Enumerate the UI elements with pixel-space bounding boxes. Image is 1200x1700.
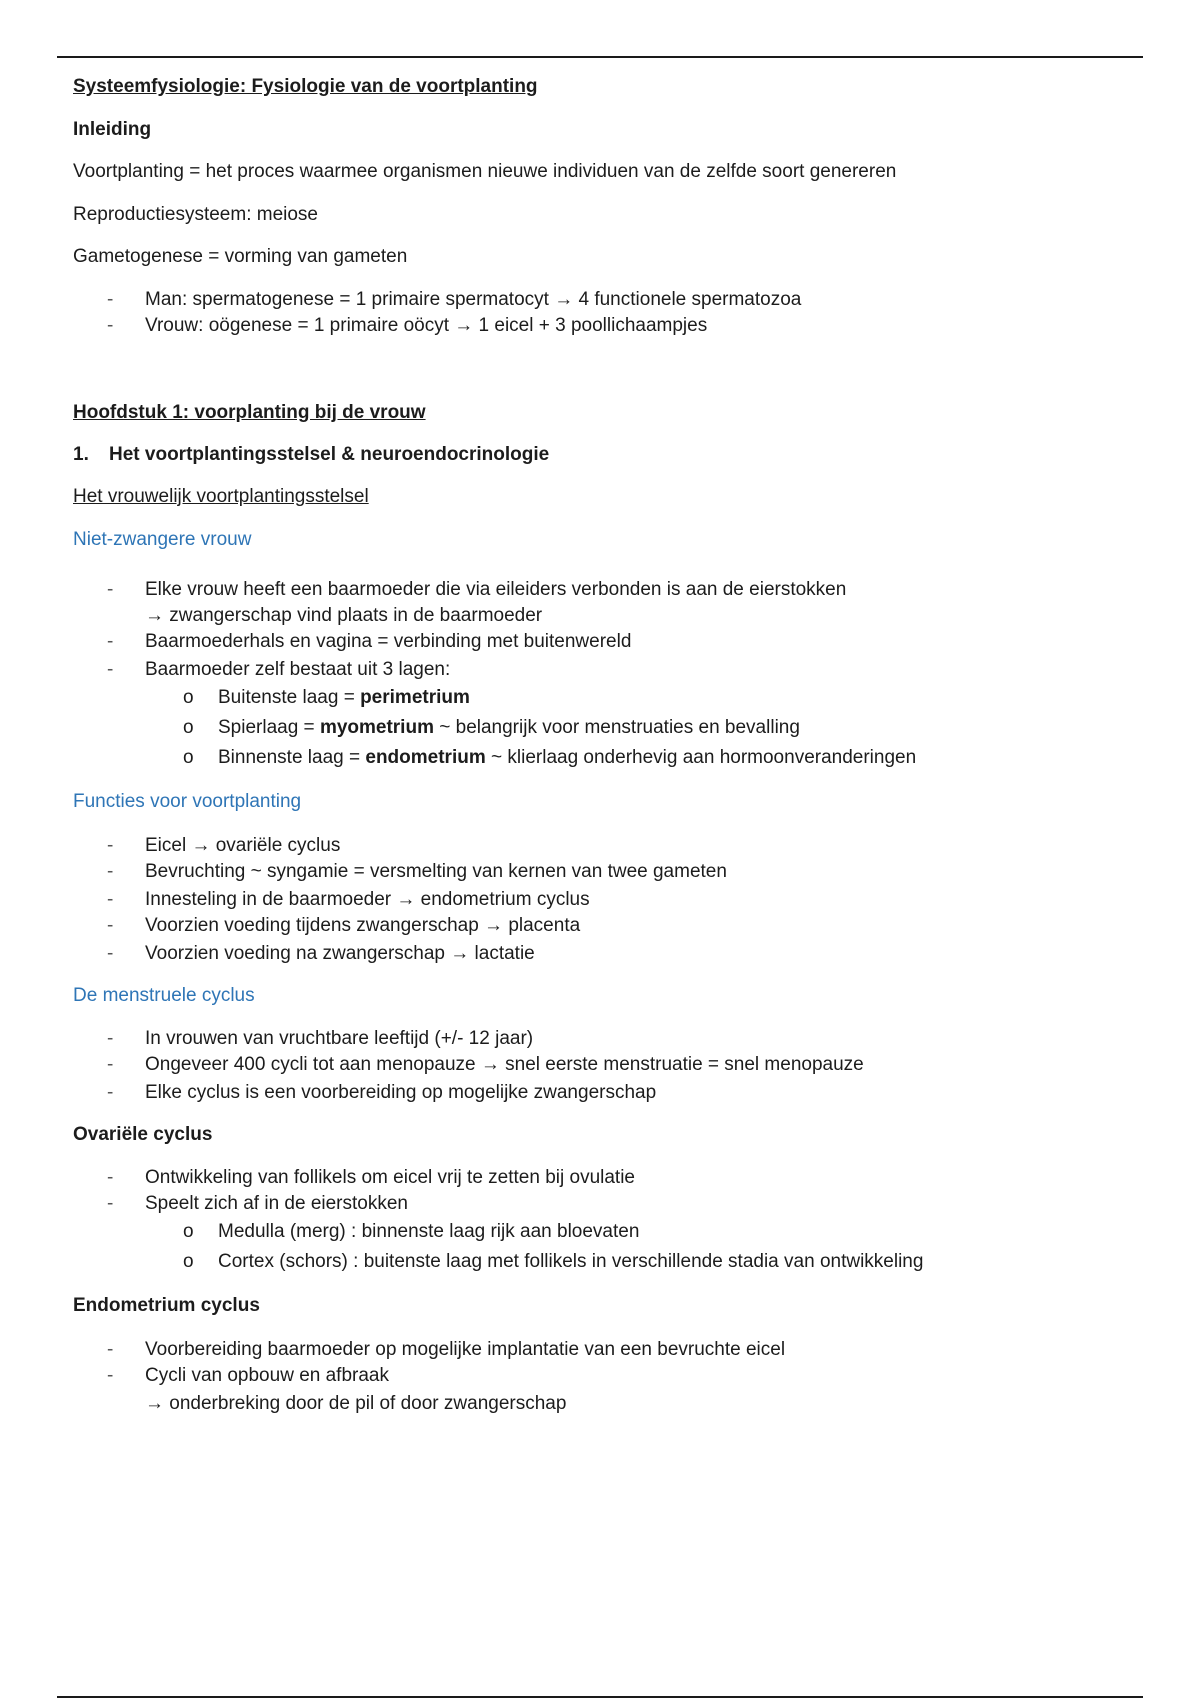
layer-text: ~ belangrijk voor menstruaties en bevalling — [433, 717, 800, 738]
heading-functies: Functies voor voortplanting — [73, 791, 302, 812]
ovariele-list — [73, 1165, 1133, 1217]
heading-niet-zwangere-vrouw: Niet-zwangere vrouw — [73, 529, 252, 550]
list-item: - Ongeveer 400 cycli tot aan menopauze → snel eerste menstruatie = snel menopauze — [73, 1052, 1133, 1078]
list-item — [73, 1363, 1133, 1417]
list-item: - In vrouwen van vruchtbare leeftijd (+/- 12 jaar) — [73, 1026, 1133, 1052]
list-item: - Baarmoeder zelf bestaat uit 3 lagen: — [73, 657, 1133, 683]
sub-list-item — [73, 713, 1133, 743]
list-item: - Baarmoederhals en vagina = verbinding met buitenwereld — [73, 629, 1133, 655]
sub-list-item — [73, 683, 1133, 713]
top-rule — [57, 56, 1143, 58]
layer-term: myometrium — [319, 717, 434, 738]
bottom-rule — [57, 1696, 1143, 1698]
functies-list — [73, 833, 1133, 967]
list-item: - Ontwikkeling van follikels om eicel vrij te zetten bij ovulatie — [73, 1165, 1133, 1191]
list-item-line: - Elke vrouw heeft een baarmoeder die via eileiders verbonden is aan de eierstokken — [145, 579, 847, 600]
list-item: - Voorzien voeding tijdens zwangerschap → placenta — [73, 913, 1133, 939]
list-item: - Bevruchting ~ syngamie = versmelting van kernen van twee gameten — [73, 859, 1133, 885]
gametogenese-list — [73, 287, 1133, 339]
document-page — [73, 72, 1133, 1417]
layer-text: Buitenste laag = — [218, 687, 361, 708]
menstruele-list — [73, 1026, 1133, 1106]
list-item: - Voorzien voeding na zwangerschap → lactatie — [73, 941, 1133, 967]
document-title: Systeemfysiologie: Fysiologie van de voortplanting — [73, 76, 538, 97]
heading-endometrium-cyclus: Endometrium cyclus — [73, 1295, 260, 1316]
endometrium-list — [73, 1337, 1133, 1417]
layer-text: Spierlaag = — [218, 717, 320, 738]
list-item: - Speelt zich af in de eierstokken — [73, 1191, 1133, 1217]
heading-ovariele-cyclus: Ovariële cyclus — [73, 1124, 213, 1145]
list-item: - Man: spermatogenese = 1 primaire spermatocyt → 4 functionele spermatozoa — [73, 287, 1133, 313]
list-item-line: → onderbreking door de pil of door zwangerschap — [145, 1393, 567, 1414]
layer-term: endometrium — [365, 747, 486, 768]
sub-list-item: o Medulla (merg) : binnenste laag rijk aan bloevaten — [73, 1217, 1133, 1247]
layer-term: perimetrium — [360, 687, 470, 708]
list-item-line: → zwangerschap vind plaats in de baarmoeder — [145, 605, 543, 626]
sub-list-item: o Cortex (schors) : buitenste laag met follikels in verschillende stadia van ontwikkeling — [73, 1247, 1133, 1277]
subsection-heading: Het vrouwelijk voortplantingsstelsel — [73, 486, 369, 507]
section-heading — [73, 442, 1133, 468]
list-item: - Vrouw: oögenese = 1 primaire oöcyt → 1 eicel + 3 poollichaampjes — [73, 313, 1133, 339]
list-item-line: - Cycli van opbouw en afbraak — [145, 1365, 389, 1386]
uterus-layers-list — [73, 683, 1133, 773]
layer-text: ~ klierlaag onderhevig aan hormoonveranderingen — [485, 747, 917, 768]
list-item: - Voorbereiding baarmoeder op mogelijke implantatie van een bevruchte eicel — [73, 1337, 1133, 1363]
heading-menstruele-cyclus: De menstruele cyclus — [73, 985, 255, 1006]
section-title: Het voortplantingsstelsel & neuroendocrinologie — [109, 444, 550, 465]
ovarium-layers-list — [73, 1217, 1133, 1277]
chapter-heading: Hoofdstuk 1: voorplanting bij de vrouw — [73, 402, 426, 423]
heading-inleiding: Inleiding — [73, 119, 152, 140]
paragraph-voortplanting: Voortplanting = het proces waarmee organismen nieuwe individuen van de zelfde soort genereren — [73, 161, 897, 182]
paragraph-reproductiesysteem: Reproductiesysteem: meiose — [73, 204, 318, 225]
list-item: - Eicel → ovariële cyclus — [73, 833, 1133, 859]
list-item: - Innesteling in de baarmoeder → endometrium cyclus — [73, 887, 1133, 913]
list-item: - Elke cyclus is een voorbereiding op mogelijke zwangerschap — [73, 1080, 1133, 1106]
niet-zwanger-list — [73, 577, 1133, 683]
paragraph-gametogenese: Gametogenese = vorming van gameten — [73, 246, 408, 267]
sub-list-item — [73, 743, 1133, 773]
list-item — [73, 577, 1133, 629]
section-number: 1. — [73, 444, 89, 465]
layer-text: Binnenste laag = — [218, 747, 366, 768]
